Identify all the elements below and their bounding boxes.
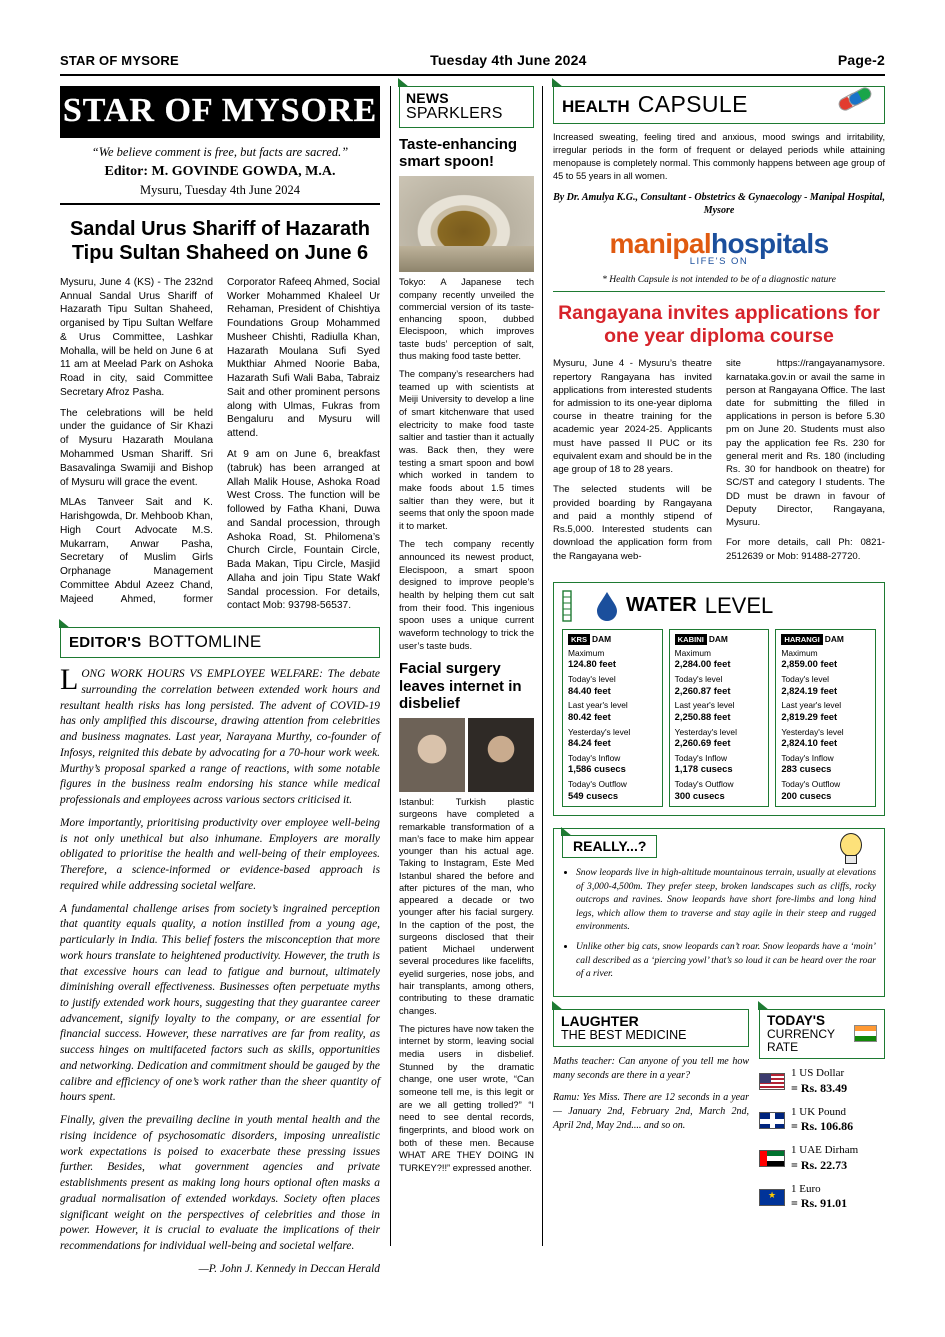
column-middle: [390, 86, 542, 1246]
currency-value: = Rs. 83.49: [791, 1080, 848, 1095]
lead-story-headline: Sandal Urus Shariff of Hazarath Tipu Sultan Shaheed on June 6: [69, 218, 371, 265]
dam-metric-label: Today's level: [781, 674, 830, 685]
before-after-faces-photo: [399, 718, 534, 792]
news-sparklers-header: [399, 86, 534, 128]
currency-rate-row: [759, 1106, 885, 1136]
dam-metric-label: Today's Outflow: [781, 779, 841, 790]
header-date: Tuesday 4th June 2024: [430, 52, 587, 68]
really-fact-item: • Unlike other big cats, snow leopards can’t roar. Snow leopards have a ‘moin’ call described as a ‘piercing yowl’ that’s so loud it can be heard over the roar of a river.: [576, 940, 876, 980]
water-level-title-light: LEVEL: [704, 592, 774, 618]
dam-metric-value: 84.24 feet: [568, 737, 611, 749]
dam-metric-label: Today's level: [674, 674, 723, 685]
dam-metric-value: 549 cusecs: [568, 789, 619, 801]
column-right: [542, 86, 885, 1246]
sparkler-story-1-paragraph: The company’s researchers had teamed up with scientists at Meiji University to develop a line of smart kitchenware that used electricity to make food taste saltier and tastier than it actually was. Back then, they were testing a smart spoon and bowl which worked in tandem to make foods about 1.5 times saltier than they were, but it seems that only the spoon made it to market.: [399, 369, 534, 531]
dam-list: [562, 629, 876, 808]
sparkler-story-2-caption: Istanbul: Turkish plastic surgeons have completed a remarkable transformation of a man’s face to make him appear younger than his actual age. Taking to Instagram, Este Med Istanbul shared the before and after pictures of the man, who appeared a decade or two younger after his facial surgery. In the caption of the post, the surgeons disclosed that their patient Michael underwent several procedures like facelifts, eyelid surgeries, nose jobs, and hair transplants, among others, contributing to these dramatic changes.: [399, 797, 534, 1016]
masthead-logo: STAR OF MYSORE: [60, 86, 380, 138]
laughter-header: [553, 1009, 749, 1048]
dam-metric-value: 84.40 feet: [568, 684, 611, 696]
currency-header-light: CURRENCY RATE: [767, 1026, 835, 1054]
bottom-widgets: [553, 1009, 885, 1221]
dam-tag: HARANGI: [781, 634, 822, 645]
dam-metric-label: Yesterday's level: [781, 726, 844, 737]
currency-widget: [759, 1009, 885, 1221]
really-header: REALLY...?: [562, 835, 657, 858]
dam-metric-value: 80.42 feet: [568, 710, 611, 722]
rangayana-paragraph: site https://rangayanamysore. karnataka.gov.in or avail the same in person at Rangayana Office. The last date for submitting the filled in applications in person is before 5.30 pm on June 20. Students must also pay the application fee Rs. 230 for general merit and Rs. 180 (including Rs. 30 for handbook on theatre) for SC/ST and category I students. The DD must be drawn in favour of Deputy Director, Rangayana, Mysuru.: [726, 358, 885, 529]
currency-value: = Rs. 106.86: [791, 1119, 854, 1134]
dam-tag: KABINI: [675, 634, 707, 645]
rangayana-paragraph: The selected students will be provided boarding by Rangayana and paid a monthly stipend of Rs.5,000. Interested students can download the application form from the Rangayana web-: [553, 484, 712, 562]
dam-metric-value: 2,260.87 feet: [674, 684, 731, 696]
really-fact-item: • Snow leopards live in high-altitude mountainous terrain, usually at elevations of 3,000-4,500m. They prefer steep, broken landscapes such as cliffs, rocky outcrops and ravines. Snow leopards have short fore-limbs and long hind legs, which allow them to traverse and stay agile in their steep and rugged environments.: [576, 866, 876, 933]
dam-card: [775, 629, 876, 808]
dam-metric-label: Today's level: [568, 674, 616, 685]
health-capsule-header-strong: HEALTH: [562, 97, 630, 116]
news-sparklers-header-strong: NEWS: [406, 90, 449, 106]
water-level-title-strong: WATER: [626, 594, 697, 617]
header-page-number: Page-2: [837, 52, 885, 68]
dam-metric-value: 2,824.10 feet: [781, 737, 838, 749]
editorial-signoff: —P. John J. Kennedy in Deccan Herald: [198, 1262, 380, 1275]
brand-name-part2: hospitals: [711, 227, 829, 259]
lead-paragraph: MLAs Tanveer Sait and K. Harishgowda, Dr. Mehboob Khan, High Court Advocate M.S. Mukarram, Anwar Pasha, Secretary of Muslim Girls Orphanage Management Committee Abdul Azeez Chand, Majeed Ahmed, former Corporator Rafeeq Ahmed, Social Worker Mohammed Khaleel Ur Rehaman, President of Chishtiya Foundations Group Mohammed Musheer Chishti, Radiulla Khan, Hazarath Moulana Sufi Syed Mukthiar Ahmed Noorie Baba, Hazarath Sufi Wali Baba, Tabraiz Sait and other prominent persons along with Ulmas, Fukras from Bengaluru and Mysuru will attend.: [60, 276, 380, 605]
masthead-tagline: “We believe comment is free, but facts are sacred.”: [91, 145, 349, 159]
dam-metric-label: Yesterday's level: [568, 726, 631, 737]
masthead-placeline: Mysuru, Tuesday 4th June 2024: [60, 183, 380, 205]
currency-header-strong: TODAY'S: [767, 1012, 825, 1028]
dam-card: [562, 629, 663, 808]
brand-name-part1: manipal: [609, 227, 712, 259]
india-flag-icon: [854, 1025, 877, 1042]
lead-paragraph: The celebrations will be held under the guidance of Sir Khazi of Mysuru Hazarath Moulana Mohammed Usman Shariff. Sri Basavalinga Swamiji and Bishop of Mysuru will grace the event.: [60, 407, 213, 488]
header-paper-name: STAR OF MYSORE: [60, 53, 179, 68]
sparkler-story-2-title: Facial surgery leaves internet in disbelief: [399, 660, 522, 712]
dam-metric-label: Last year's level: [568, 700, 628, 711]
page-columns: [60, 86, 885, 1275]
dam-tag: KRS: [568, 634, 590, 645]
health-capsule-byline: By Dr. Amulya K.G., Consultant - Obstetrics & Gynaecology - Manipal Hospital, Mysore: [553, 191, 885, 216]
currency-name: 1 UAE Dirham: [791, 1144, 859, 1157]
dam-metric-value: 124.80 feet: [568, 658, 616, 670]
really-fact-list: [562, 866, 876, 980]
editorial-paragraph: Finally, given the prevailing decline in youth mental health and the rising incidence of psychosomatic disorders, imposing unrealistic work expectations is poised to exacerbate these pressing issues further. Besides, what government agencies and private establishments present as making long hours optional often masks a gradual normalisation of extended workdays. Society often places significant weight on the perspectives of celebrities and those in power. However, it is crucial to evaluate the implications of their recommendations for individual well-being and societal welfare.: [60, 1114, 380, 1252]
joke-line: Ramu: Yes Miss. There are 12 seconds in a year — January 2nd, February 2nd, March 2nd, April 2nd, May 2nd.... and so on.: [553, 1092, 749, 1132]
face-after-photo: [468, 718, 534, 792]
dam-metric-value: 2,824.19 feet: [781, 684, 838, 696]
newspaper-page: [60, 52, 885, 1284]
dam-metric-label: Yesterday's level: [674, 726, 737, 737]
health-capsule-header-light: CAPSULE: [637, 91, 748, 117]
dam-metric-value: 2,859.00 feet: [781, 658, 838, 670]
dam-metric-value: 2,260.69 feet: [674, 737, 731, 749]
dam-metric-label: Today's Outflow: [674, 779, 734, 790]
uae-flag-icon: [759, 1150, 785, 1167]
water-level-title: [562, 589, 876, 623]
editorial-header-strong: EDITOR'S: [69, 634, 142, 652]
rangayana-paragraph: For more details, call Ph: 0821-2512639 or Mob: 91488-27720.: [726, 537, 885, 562]
dam-metric-label: Last year's level: [781, 700, 842, 711]
currency-rate-row: [759, 1144, 885, 1174]
laughter-header-light: THE BEST MEDICINE: [561, 1027, 687, 1042]
uk-flag-icon: [759, 1112, 785, 1129]
dam-gauge-icon: [562, 589, 588, 623]
dam-metric-label: Maximum: [781, 647, 818, 658]
health-capsule-header: [553, 86, 885, 124]
laughter-widget: [553, 1009, 749, 1221]
joke-text: [553, 1055, 749, 1133]
rangayana-body: [553, 357, 885, 570]
dam-metric-value: 1,586 cusecs: [568, 763, 626, 775]
currency-rate-row: [759, 1183, 885, 1213]
dam-card: [669, 629, 770, 808]
eu-flag-icon: [759, 1189, 785, 1206]
capsule-icon: [836, 90, 876, 112]
sparkler-story-1-caption: Tokyo: A Japanese tech company recently unveiled the commercial version of its taste-enhancing spoon, dubbed Elecispoon, which improves taste buds’ perception of salt, thus making food taste better.: [399, 277, 534, 361]
column-left: [60, 86, 390, 1275]
editorial-paragraph: A fundamental challenge arises from society’s ingrained perception that quantity equals quality, a notion instilled from a young age, particularly in India. This belief fosters the misconception that more work hours translate to heightened productivity. However, the truth is that excessive hours can lead to fatigue and burnout, ultimately diminishing overall effectiveness. Businesses often perpetuate myths to justify extended work hours, suggesting that they guarantee career advancement, signify loyalty to the company, or are essential for financial success. However, these narratives are far from reality, as success hinges on multifaceted factors such as skills, opportunities and networking. Dedication and commitment should be gauged by the calibre and efficiency of one’s work rather than the sheer quantity of hours spent.: [60, 902, 380, 1104]
editorial-header-light: BOTTOMLINE: [148, 632, 262, 652]
currency-header: [759, 1009, 885, 1059]
dam-metric-value: 200 cusecs: [781, 789, 832, 801]
page-header: [60, 52, 885, 76]
lead-story-body: [60, 276, 380, 614]
soup-bowl-photo: [399, 176, 534, 272]
sparkler-story-2-paragraph: The pictures have now taken the internet by storm, leaving social media users in disbelief. Stunned by the dramatic change, one user wrote, “Can someone tell me, is this legit or are we all getting trolled?” “I need to see dental records, fingerprints, and blood work on both of these men. Because WHAT ARE THEY DOING IN TURKEY?!!” expressed another.: [399, 1023, 534, 1173]
dam-metric-label: Today's Inflow: [568, 752, 621, 763]
us-flag-icon: [759, 1073, 785, 1090]
dam-metric-label: Today's Outflow: [568, 779, 627, 790]
news-sparklers-header-light: SPARKLERS: [406, 105, 503, 122]
currency-name: 1 US Dollar: [791, 1067, 845, 1080]
really-widget: [553, 828, 885, 996]
lead-paragraph: Mysuru, June 4 (KS) - The 232nd Annual Sandal Urus Shariff of Hazarath Tipu Sultan Shaheed, organised by Tipu Sultan Welfare & Urus Committee, Lashkar Mohalla, will be held on June 6 at 11 am at Meelad Park on Ashoka Road in city, said Committee Secretary Afroz Pasha.: [60, 276, 213, 398]
lightbulb-icon: [834, 831, 868, 875]
dam-metric-label: Today's Inflow: [674, 752, 728, 763]
sparkler-story-1-paragraph: The tech company recently announced its newest product, Elecispoon, a smart spoon designed to improve people’s health by helping them cut salt from their food. This ingenious spoon uses a unique current waveform technology to trick the user’s taste buds.: [399, 539, 534, 651]
currency-value: = Rs. 22.73: [791, 1157, 848, 1172]
editorial-paragraph: LONG WORK HOURS VS EMPLOYEE WELFARE: The debate surrounding the correlation between extended work hours and resultant health risks has long persisted. The advent of COVID-19 has only amplified this discourse, drawing attention from celebrities and business magnates. Last year, Narayana Murthy, co-founder of Infosys, reignited this debate by advocating for a 70-hour work week. Murthy’s proposal sparked a range of reactions, with some notable figures in the business realm endorsing his stance while medical professionals and employees across various sectors criticised it.: [60, 663, 380, 807]
dam-label: DAM: [592, 633, 612, 644]
dam-metric-value: 2,250.88 feet: [674, 710, 731, 722]
health-capsule-disclaimer: * Health Capsule is not intended to be of a diagnostic nature: [553, 274, 885, 292]
rangayana-headline: Rangayana invites applications for one year diploma course: [558, 301, 880, 347]
currency-name: 1 UK Pound: [791, 1105, 847, 1118]
dam-metric-label: Today's Inflow: [781, 752, 834, 763]
rangayana-paragraph: Mysuru, June 4 - Mysuru’s theatre repertory Rangayana has invited applications from interested students for admission to its one-year diploma course in theatre training for the academic year 2024-25. Applicants must have passed II PUC or its equivalent exam and should be in the age group of 18 to 28 years.: [553, 358, 712, 476]
editorial-header: [60, 627, 380, 658]
dam-metric-value: 300 cusecs: [674, 789, 725, 801]
currency-value: = Rs. 91.01: [791, 1196, 848, 1211]
editorial-body: [60, 663, 380, 1277]
health-capsule-body: Increased sweating, feeling tired and anxious, mood swings and irritability, irregular periods in the form of frequent or delayed periods while attaining menopause is completely normal. This commonly happens between age group of 45 to 55 years in all women.: [553, 132, 885, 181]
dam-metric-value: 283 cusecs: [781, 763, 832, 775]
dam-metric-value: 2,819.29 feet: [781, 710, 838, 722]
editorial-paragraph: More importantly, prioritising productivity over employee well-being is not only unethical but also inhumane. Employers are morally obligated to prioritise the health and well-being of their employees. Therefore, a science-informed or evidence-based approach is required while addressing societal welfare.: [60, 816, 380, 892]
dam-metric-label: Maximum: [568, 647, 605, 658]
dam-label: DAM: [708, 633, 728, 644]
dam-metric-label: Maximum: [674, 647, 711, 658]
dam-label: DAM: [824, 633, 844, 644]
lead-paragraph: At 9 am on June 6, breakfast (tabruk) has been arranged at Allah Malik House, Ashoka Road West Cross. The function will be followed by Fatha Khani, Duwa and Sandal procession, through Ashoka Road, St. Philomena’s Church Circle, Fountain Circle, Bada Makan, Tipu Circle, Masjid Allaha and join Tipu State Wakf Sandal procession. For details, contact Mob: 93798-56537.: [227, 448, 380, 612]
face-before-photo: [399, 718, 465, 792]
dam-metric-label: Last year's level: [674, 700, 735, 711]
water-drop-icon: [596, 591, 618, 621]
brand-tagline: LIFE'S ON: [689, 255, 749, 267]
sparkler-story-1-title: Taste-enhancing smart spoon!: [399, 135, 518, 171]
currency-rate-list: [759, 1067, 885, 1212]
laughter-header-strong: LAUGHTER: [561, 1012, 639, 1029]
dam-metric-value: 1,178 cusecs: [674, 763, 733, 775]
currency-rate-row: [759, 1067, 885, 1097]
dam-metric-value: 2,284.00 feet: [674, 658, 731, 670]
currency-name: 1 Euro: [791, 1182, 821, 1195]
water-level-widget: [553, 582, 885, 817]
joke-line: Maths teacher: Can anyone of you tell me how many seconds are there in a year?: [553, 1056, 749, 1082]
masthead-editor: Editor: M. GOVINDE GOWDA, M.A.: [104, 164, 336, 179]
manipal-hospitals-logo: [553, 228, 885, 267]
